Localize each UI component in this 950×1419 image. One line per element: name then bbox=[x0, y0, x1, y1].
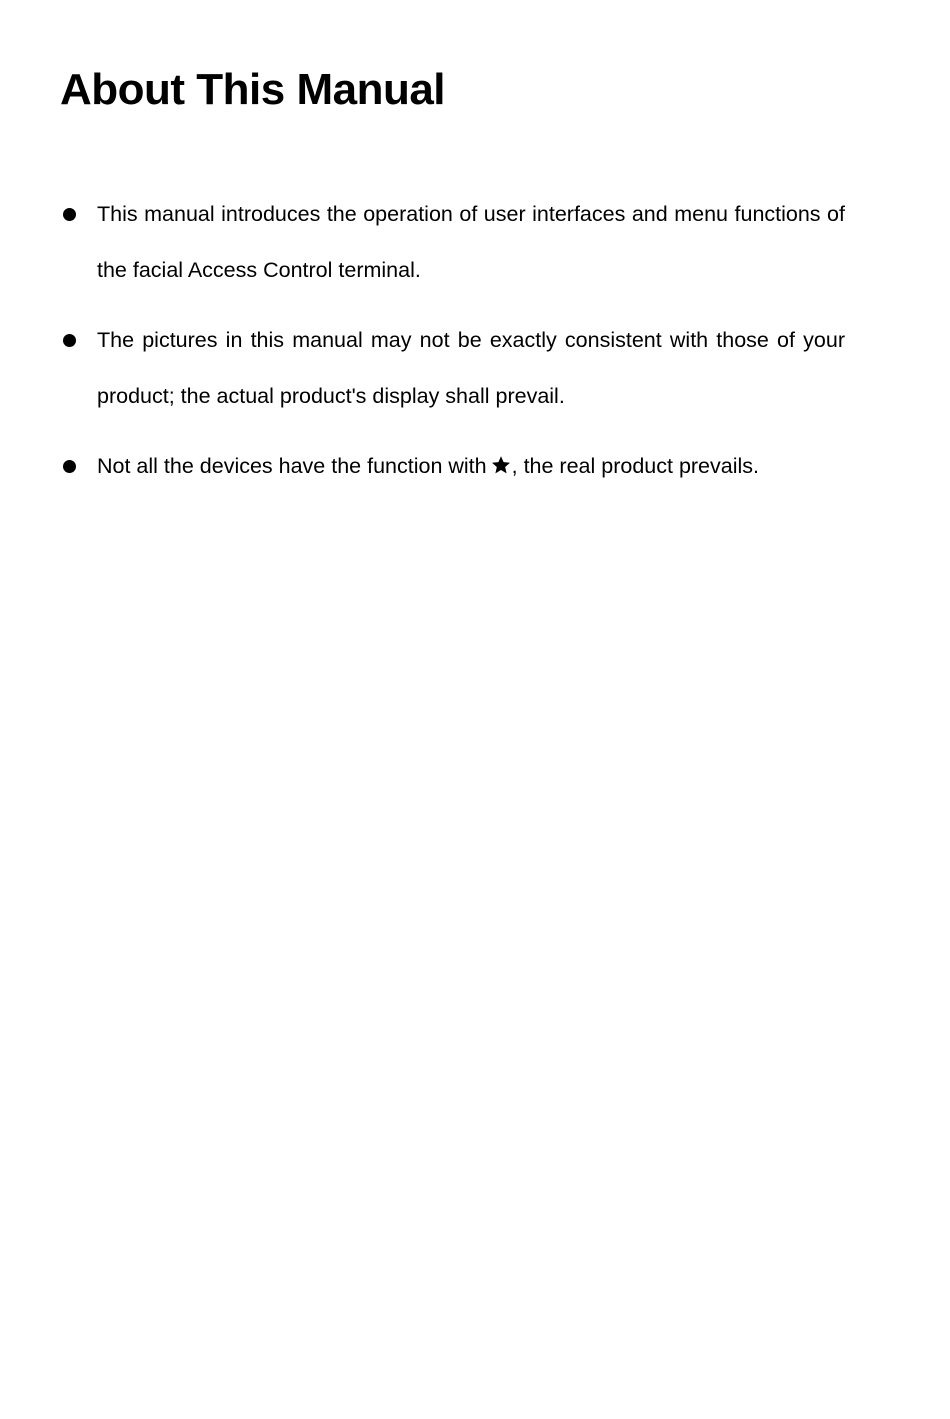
list-item bbox=[60, 186, 845, 298]
star-icon bbox=[491, 455, 511, 475]
bullet-text-after-icon: , the real product prevails. bbox=[511, 454, 760, 478]
list-item bbox=[60, 438, 845, 494]
bullet-text-before-icon: Not all the devices have the function with bbox=[97, 454, 487, 478]
bullet-icon bbox=[63, 208, 76, 221]
page-title: About This Manual bbox=[60, 65, 446, 114]
bullet-list bbox=[60, 186, 845, 508]
bullet-icon bbox=[63, 334, 76, 347]
bullet-icon bbox=[63, 460, 76, 473]
bullet-text: This manual introduces the operation of user interfaces and menu functions of the facial Access Control terminal. bbox=[97, 202, 845, 282]
bullet-text: The pictures in this manual may not be exactly consistent with those of your product; the actual product's display shall prevail. bbox=[97, 328, 845, 408]
list-item bbox=[60, 312, 845, 424]
